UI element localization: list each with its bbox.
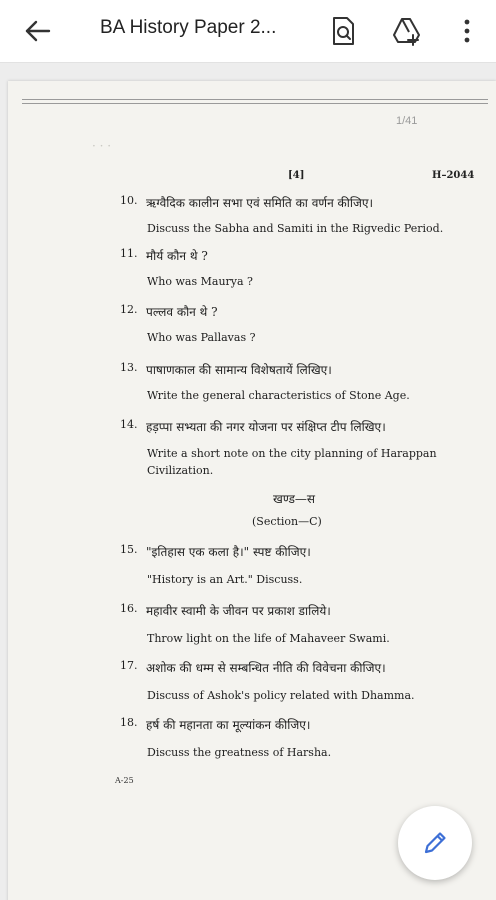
question-hindi: पल्लव कौन थे ?	[146, 305, 218, 319]
question-english: Throw light on the life of Mahaveer Swami.	[147, 632, 390, 645]
question-number: 14.	[120, 418, 138, 431]
edit-fab-button[interactable]	[398, 806, 472, 880]
page-top-rule-2	[22, 103, 488, 104]
page-top-rule	[22, 99, 488, 100]
document-page	[8, 81, 496, 900]
question-hindi: हड़प्पा सभ्यता की नगर योजना पर संक्षिप्त टीप लिखिए।	[146, 420, 386, 434]
question-english: Who was Maurya ?	[147, 275, 253, 288]
section-heading-english: (Section—C)	[252, 515, 322, 528]
section-heading-hindi: खण्ड—स	[273, 492, 316, 506]
question-english: Write a short note on the city planning of Harappan Civilization.	[147, 447, 437, 477]
question-english: Discuss the greatness of Harsha.	[147, 746, 332, 759]
question-hindi: ऋग्वैदिक कालीन सभा एवं समिति का वर्णन कीजिए।	[146, 196, 374, 210]
question-number: 18.	[120, 716, 138, 729]
question-number: 15.	[120, 543, 138, 556]
question-english: Write the general characteristics of Stone Age.	[147, 389, 410, 402]
question-english: Who was Pallavas ?	[147, 331, 256, 344]
more-vertical-icon[interactable]	[450, 14, 484, 48]
page-number: [4]	[288, 170, 305, 181]
document-title: BA History Paper 2...	[100, 17, 277, 38]
question-number: 16.	[120, 602, 138, 615]
question-hindi: हर्ष की महानता का मूल्यांकन कीजिए।	[146, 718, 311, 732]
add-to-drive-icon[interactable]	[390, 14, 424, 48]
document-search-icon[interactable]	[326, 14, 360, 48]
paper-code: H–2044	[432, 170, 475, 181]
question-hindi: अशोक की धम्म से सम्बन्धित नीति की विवेचना कीजिए।	[146, 661, 386, 675]
footer-code: A-25	[115, 776, 134, 785]
question-number: 12.	[120, 303, 138, 316]
question-hindi: मौर्य कौन थे ?	[146, 249, 208, 263]
question-english: Discuss of Ashok's policy related with Dhamma.	[147, 689, 415, 702]
question-hindi: महावीर स्वामी के जीवन पर प्रकाश डालिये।	[146, 604, 331, 618]
page-indicator: 1/41	[396, 115, 418, 127]
back-arrow-icon[interactable]	[22, 16, 54, 46]
question-english: Discuss the Sabha and Samiti in the Rigvedic Period.	[147, 222, 444, 235]
question-number: 17.	[120, 659, 138, 672]
question-number: 13.	[120, 361, 138, 374]
question-english: "History is an Art." Discuss.	[147, 573, 303, 586]
question-hindi: पाषाणकाल की सामान्य विशेषतायें लिखिए।	[146, 363, 332, 377]
app-bar	[0, 0, 496, 63]
question-number: 10.	[120, 194, 138, 207]
question-number: 11.	[120, 247, 138, 260]
bleed-through-text: · · ·	[92, 139, 112, 153]
edit-pencil-icon	[422, 830, 448, 856]
question-hindi: "इतिहास एक कला है।" स्पष्ट कीजिए।	[146, 545, 311, 559]
document-viewer[interactable]	[0, 63, 496, 900]
